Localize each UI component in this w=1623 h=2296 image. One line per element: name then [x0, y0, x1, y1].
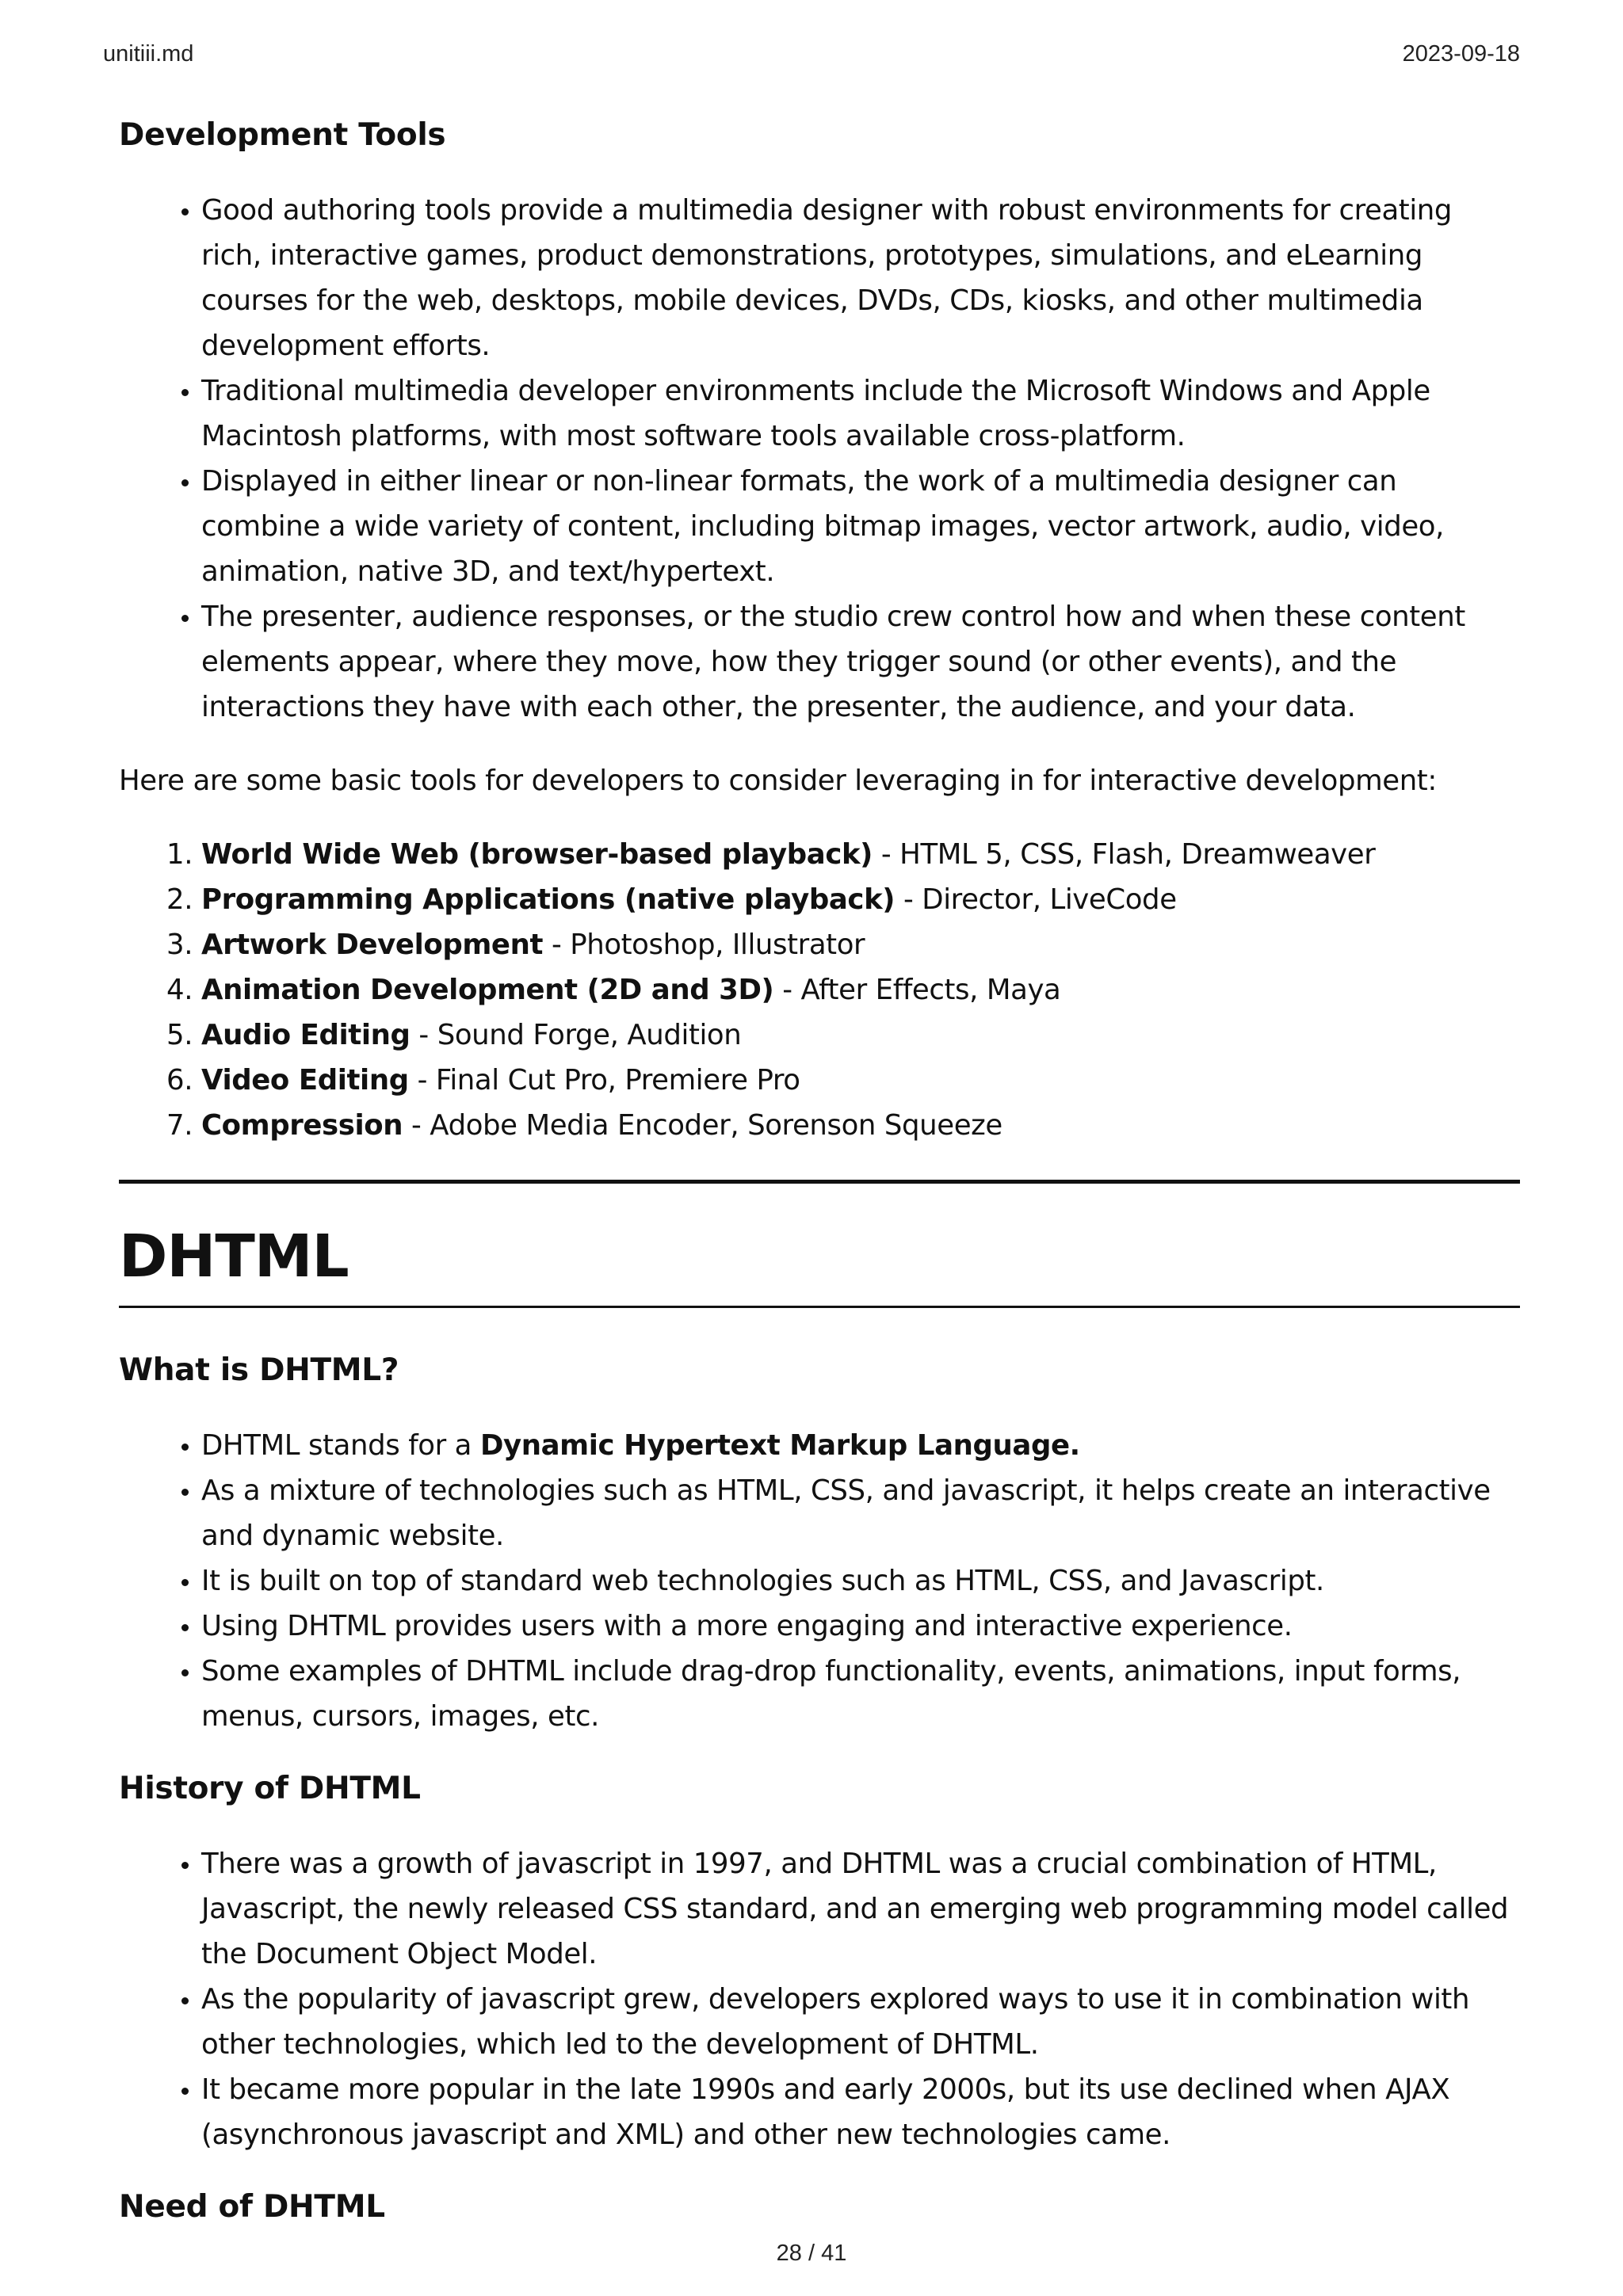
tools-numbered-list	[119, 832, 1520, 1148]
section-heading-need-of-dhtml: Need of DHTML	[119, 2189, 385, 2225]
list-item	[201, 1103, 1520, 1148]
what-is-dhtml-bullet-list	[119, 1423, 1520, 1739]
section-heading-history-of-dhtml: History of DHTML	[119, 1771, 421, 1806]
tool-category: Programming Applications (native playback)	[201, 883, 896, 916]
list-item	[201, 1013, 1520, 1058]
history-bullet-list	[119, 1841, 1520, 2157]
list-item: • Some examples of DHTML include drag-drop functionality, events, animations, input forms, menus, cursors, images, etc.	[201, 1649, 1520, 1739]
list-item: • As a mixture of technologies such as HTML, CSS, and javascript, it helps create an interactive and dynamic website.	[201, 1468, 1520, 1558]
tool-category: Artwork Development	[201, 929, 544, 961]
horizontal-rule	[119, 1180, 1520, 1184]
list-item	[201, 1058, 1520, 1103]
development-tools-bullet-list	[119, 188, 1520, 730]
title-underline	[119, 1306, 1520, 1308]
file-name: unitiii.md	[103, 41, 194, 67]
tool-examples: - Photoshop, Illustrator	[543, 929, 865, 961]
list-item	[201, 1423, 1520, 1468]
tool-examples: - HTML 5, CSS, Flash, Dreamweaver	[873, 838, 1376, 871]
page-number: 28 / 41	[776, 2241, 847, 2266]
page-header	[103, 41, 1520, 70]
tool-examples: - Sound Forge, Audition	[410, 1019, 742, 1051]
list-item: • The presenter, audience responses, or the studio crew control how and when these content elements appear, where they move, how they trigger sound (or other events), and the interactions they have with each other, the presenter, the audience, and your data.	[201, 594, 1520, 730]
section-heading-development-tools: Development Tools	[119, 117, 446, 153]
tool-examples: - Director, LiveCode	[895, 883, 1177, 916]
tool-examples: - After Effects, Maya	[773, 974, 1061, 1006]
list-item: • As the popularity of javascript grew, developers explored ways to use it in combination with other technologies, which led to the development of DHTML.	[201, 1977, 1520, 2067]
list-item: • There was a growth of javascript in 1997, and DHTML was a crucial combination of HTML, Javascript, the newly released CSS standard, and an emerging web programming model called the Document Object Model.	[201, 1841, 1520, 1977]
tool-category: Compression	[201, 1109, 403, 1142]
list-item: • It became more popular in the late 1990s and early 2000s, but its use declined when AJAX (asynchronous javascript and XML) and other new technologies came.	[201, 2067, 1520, 2157]
tool-category: Animation Development (2D and 3D)	[201, 974, 774, 1006]
dhtml-full-form: Dynamic Hypertext Markup Language.	[479, 1429, 1080, 1462]
tool-examples: - Adobe Media Encoder, Sorenson Squeeze	[403, 1109, 1002, 1142]
tool-category: World Wide Web (browser-based playback)	[201, 838, 873, 871]
section-heading-what-is-dhtml: What is DHTML?	[119, 1352, 399, 1388]
page-title-dhtml: DHTML	[119, 1222, 349, 1291]
list-item: • Good authoring tools provide a multimedia designer with robust environments for creating rich, interactive games, product demonstrations, prototypes, simulations, and eLearning courses for the web, desktops, mobile devices, DVDs, CDs, kiosks, and other multimedia development efforts.	[201, 188, 1520, 368]
tool-category: Audio Editing	[201, 1019, 411, 1051]
document-body	[119, 117, 1520, 2225]
tool-examples: - Final Cut Pro, Premiere Pro	[408, 1064, 800, 1097]
tools-intro-paragraph: Here are some basic tools for developers to consider leveraging in for interactive development:	[119, 765, 1437, 797]
list-item: • Using DHTML provides users with a more engaging and interactive experience.	[201, 1604, 1520, 1649]
list-item: • Traditional multimedia developer environments include the Microsoft Windows and Apple Macintosh platforms, with most software tools available cross-platform.	[201, 368, 1520, 459]
list-item-text: DHTML stands for a	[201, 1429, 480, 1462]
list-item	[201, 967, 1520, 1013]
list-item: • It is built on top of standard web technologies such as HTML, CSS, and Javascript.	[201, 1558, 1520, 1604]
list-item	[201, 877, 1520, 922]
list-item	[201, 922, 1520, 967]
tool-category: Video Editing	[201, 1064, 409, 1097]
export-date: 2023-09-18	[1402, 41, 1520, 67]
list-item	[201, 832, 1520, 877]
list-item: • Displayed in either linear or non-linear formats, the work of a multimedia designer can combine a wide variety of content, including bitmap images, vector artwork, audio, video, animation, native 3D, and text/hypertext.	[201, 459, 1520, 594]
